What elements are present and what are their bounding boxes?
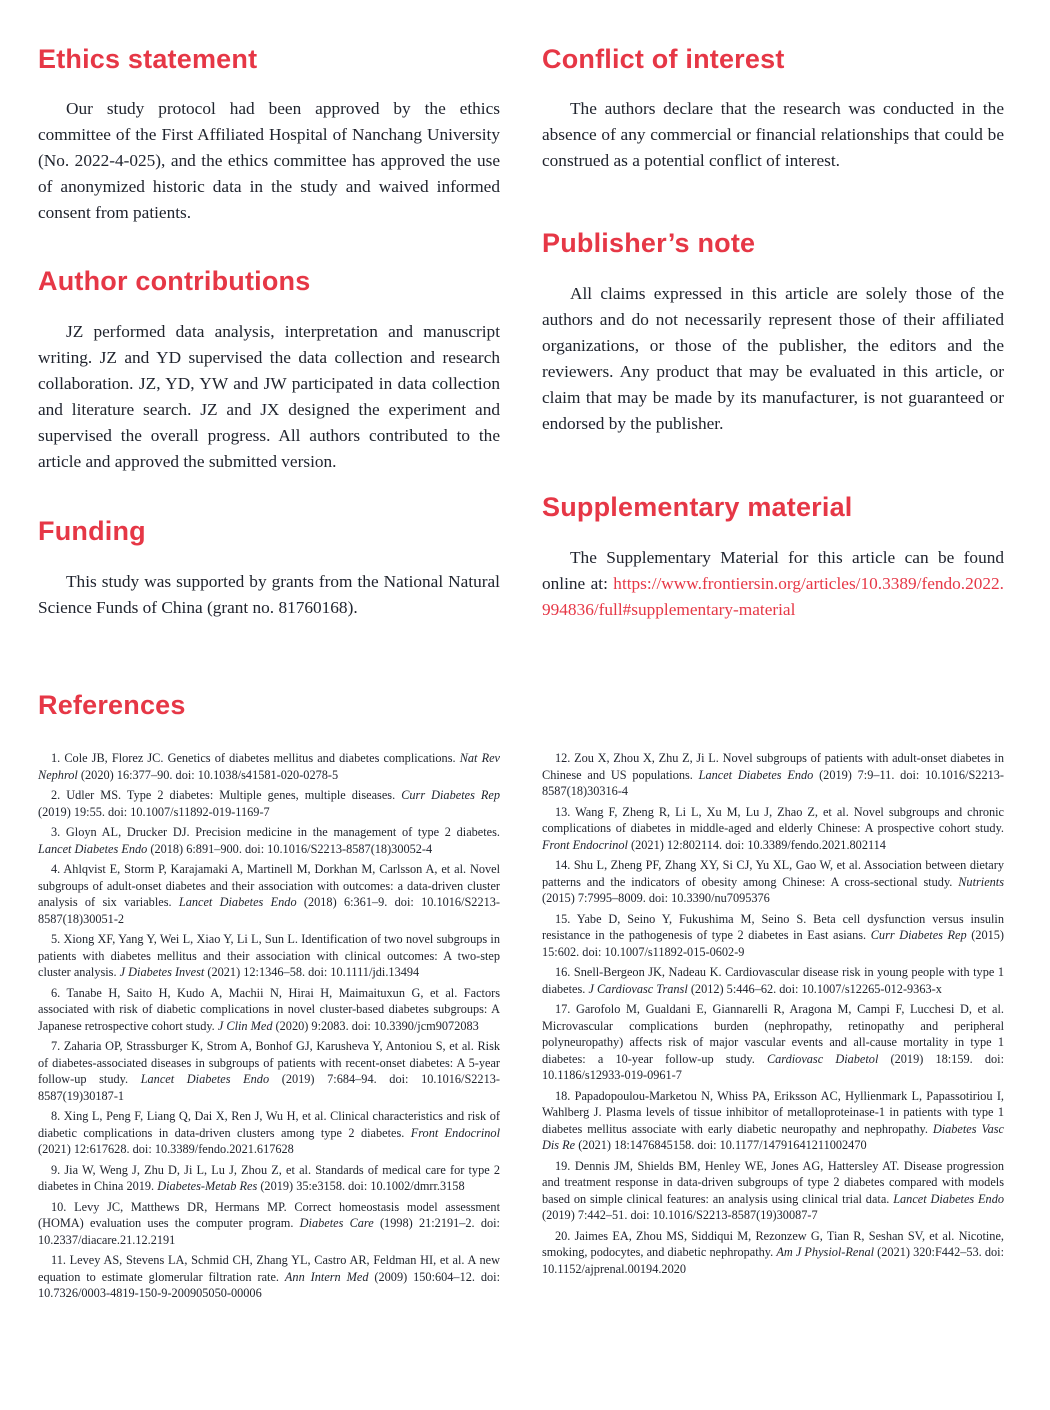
reference-text: (2009) 150:604–12. doi: 10.7326/0003-4819-150-9-200905050-00006 (38, 1269, 500, 1300)
reference-item-10 (38, 1199, 500, 1249)
reference-item-16 (542, 964, 1004, 997)
supplementary-material-paragraph (542, 545, 1004, 623)
reference-text: 9. Jia W, Weng J, Zhu D, Ji L, Lu J, Zhou Z, et al. Standards of medical care for type 2 diabetes in China 2019. (38, 1162, 500, 1193)
reference-text: (2018) 6:891–900. doi: 10.1016/S2213-8587(18)30052-4 (147, 841, 433, 856)
reference-text: (1998) 21:2191–2. doi: 10.2337/diacare.21.12.2191 (38, 1216, 500, 1247)
supplementary-material-heading: Supplementary material (542, 492, 853, 522)
funding-heading: Funding (38, 516, 146, 546)
reference-item-18 (542, 1088, 1004, 1154)
reference-text: 10. Levy JC, Matthews DR, Hermans MP. Correct homeostasis model assessment (HOMA) evaluation uses the computer program. (38, 1199, 500, 1230)
reference-item-13 (542, 804, 1004, 854)
reference-journal: Ann Intern Med (284, 1269, 369, 1284)
reference-text: 16. Snell-Bergeon JK, Nadeau K. Cardiovascular disease risk in young people with type 1 diabetes. (542, 965, 1004, 996)
reference-text: 2. Udler MS. Type 2 diabetes: Multiple genes, multiple diseases. (51, 788, 402, 802)
reference-text: 19. Dennis JM, Shields BM, Henley WE, Jones AG, Hattersley AT. Disease progression and treatment response in data-driven subgroups of type 2 diabetes compared with models based on simple clinical features: an analysis using clinical trial data. (542, 1158, 1004, 1206)
reference-text: (2020) 9:2083. doi: 10.3390/jcm9072083 (272, 1018, 479, 1033)
reference-journal: J Clin Med (217, 1018, 273, 1033)
reference-text: 8. Xing L, Peng F, Liang Q, Dai X, Ren J, Wu H, et al. Clinical characteristics and risk of diabetic complications in data-driven clusters among type 2 diabetes. (38, 1109, 500, 1140)
supplementary-material-intro: The Supplementary Material for this article can be found online at: (542, 548, 1004, 593)
references-heading: References (38, 690, 186, 720)
reference-text: 1. Cole JB, Florez JC. Genetics of diabetes mellitus and diabetes complications. (51, 751, 460, 765)
reference-journal: Nat Rev Nephrol (38, 751, 500, 782)
reference-text: (2021) 18:1476845158. doi: 10.1177/14791641211002470 (575, 1138, 867, 1152)
reference-journal: J Diabetes Invest (119, 965, 205, 979)
reference-text: 13. Wang F, Zheng R, Li L, Xu M, Lu J, Zhao Z, et al. Novel subgroups and chronic complications of diabetes in middle-aged and elderly Chinese: A prospective cohort study. (542, 804, 1004, 835)
reference-text: 4. Ahlqvist E, Storm P, Karajamaki A, Martinell M, Dorkhan M, Carlsson A, et al. Novel subgroups of adult-onset diabetes and their association with outcomes: a data-driven cluster analysis of six variables. (38, 862, 500, 909)
reference-text: 11. Levey AS, Stevens LA, Schmid CH, Zhang YL, Castro AR, Feldman HI, et al. A new equation to estimate glomerular filtration rate. (38, 1253, 500, 1284)
reference-text: 7. Zaharia OP, Strassburger K, Strom A, Bonhof GJ, Karusheva Y, Antoniou S, et al. Risk of diabetes-associated diseases in subgroups of patients with recent-onset diabetes: A 5-year follow-up study. (38, 1039, 500, 1086)
reference-journal: Lancet Diabetes Endo (140, 1072, 270, 1086)
reference-text: 5. Xiong XF, Yang Y, Wei L, Xiao Y, Li L, Sun L. Identification of two novel subgroups in patients with diabetes mellitus and their association with clinical outcomes: A two-step cluster analysis. (38, 932, 500, 979)
reference-text: (2020) 16:377–90. doi: 10.1038/s41581-020-0278-5 (77, 767, 339, 782)
reference-text: 18. Papadopoulou-Marketou N, Whiss PA, Eriksson AC, Hyllienmark L, Papassotiriou I, Wahlberg J. Plasma levels of tissue inhibitor of metalloproteinase-1 in patients with type 1 diabetes mellitus associate with early diabetic neuropathy and nephropathy. (542, 1088, 1004, 1136)
reference-item-4 (38, 861, 500, 927)
reference-text: (2019) 7:684–94. doi: 10.1016/S2213-8587(19)30187-1 (38, 1072, 500, 1103)
reference-text: 3. Gloyn AL, Drucker DJ. Precision medicine in the management of type 2 diabetes. (51, 825, 500, 839)
reference-journal: J Cardiovasc Transl (588, 981, 688, 996)
reference-text: 15. Yabe D, Seino Y, Fukushima M, Seino S. Beta cell dysfunction versus insulin resistance in the pathogenesis of type 2 diabetes in East asians. (542, 911, 1004, 942)
ethics-statement-heading: Ethics statement (38, 44, 258, 74)
reference-journal: Diabetes Care (299, 1216, 374, 1230)
reference-journal: Curr Diabetes Rep (401, 788, 500, 802)
reference-text: (2019) 35:e3158. doi: 10.1002/dmrr.3158 (257, 1179, 465, 1193)
reference-text: 20. Jaimes EA, Zhou MS, Siddiqui M, Rezonzew G, Tian R, Seshan SV, et al. Nicotine, smoking, podocytes, and diabetic nephropathy. (542, 1228, 1004, 1259)
reference-journal: Curr Diabetes Rep (870, 928, 967, 942)
reference-journal: Diabetes-Metab Res (157, 1179, 258, 1193)
reference-item-1 (38, 750, 500, 783)
reference-item-2 (38, 787, 500, 820)
reference-text: 12. Zou X, Zhou X, Zhu Z, Ji L. Novel subgroups of patients with adult-onset diabetes in Chinese and US populations. (542, 751, 1004, 782)
reference-item-3 (38, 824, 500, 857)
reference-text: (2021) 12:1346–58. doi: 10.1111/jdi.13494 (204, 965, 420, 979)
reference-item-5 (38, 931, 500, 981)
reference-journal: Front Endocrinol (410, 1125, 500, 1140)
reference-item-7 (38, 1038, 500, 1104)
reference-journal: Lancet Diabetes Endo (698, 767, 814, 782)
reference-journal: Nutrients (958, 874, 1004, 889)
reference-journal: Diabetes Vasc Dis Re (542, 1121, 1005, 1152)
reference-journal: Lancet Diabetes Endo (893, 1191, 1004, 1206)
publishers-note-paragraph: All claims expressed in this article are solely those of the authors and do not necessarily represent those of their affiliated organizations, or those of the publisher, the editors and the reviewers. Any product that may be evaluated in this article, or claim that may be made by its manufacturer, is not guaranteed or endorsed by the publisher. (542, 284, 1004, 433)
funding-paragraph: This study was supported by grants from the National Natural Science Funds of China (grant no. 81760168). (38, 572, 500, 617)
reference-item-8 (38, 1108, 500, 1158)
supplementary-material-link[interactable]: https://www.frontiersin.org/articles/10.3389/fendo.2022.994836/full#supplementary-material (542, 574, 1004, 619)
reference-text: 17. Garofolo M, Gualdani E, Giannarelli R, Aragona M, Campi F, Lucchesi D, et al. Microvascular complications burden (nephropathy, retinopathy and peripheral polyneuropathy) affects risk of major vascular events and all-cause mortality in type 1 diabetes: a 10-year follow-up study. (542, 1002, 1004, 1066)
conflict-of-interest-paragraph: The authors declare that the research was conducted in the absence of any commercial or financial relationships that could be construed as a potential conflict of interest. (542, 99, 1004, 170)
author-contributions-paragraph: JZ performed data analysis, interpretation and manuscript writing. JZ and YD supervised the data collection and research collaboration. JZ, YD, YW and JW participated in data collection and literature search. JZ and JX designed the experiment and supervised the overall progress. All authors contributed to the article and approved the submitted version. (38, 322, 500, 471)
conflict-of-interest-heading: Conflict of interest (542, 44, 785, 74)
publishers-note-heading: Publisher’s note (542, 228, 756, 258)
author-contributions-heading: Author contributions (38, 266, 311, 296)
reference-item-6 (38, 985, 500, 1035)
reference-text: 6. Tanabe H, Saito H, Kudo A, Machii N, Hirai H, Maimaituxun G, et al. Factors associated with risk of diabetic complications in novel cluster-based diabetes subgroups: A Japanese retrospective cohort study. (38, 985, 500, 1033)
reference-text: (2019) 7:442–51. doi: 10.1016/S2213-8587(19)30087-7 (542, 1208, 818, 1222)
references-column-left (38, 750, 500, 1306)
ethics-statement-paragraph: Our study protocol had been approved by the ethics committee of the First Affiliated Hospital of Nanchang University (No. 2022-4-025), and the ethics committee has approved the use of anonymized historic data in the study and waived informed consent from patients. (38, 99, 500, 222)
reference-item-9 (38, 1162, 500, 1195)
reference-item-11 (38, 1252, 500, 1302)
reference-text: (2012) 5:446–62. doi: 10.1007/s12265-012-9363-x (687, 981, 942, 996)
reference-text: 14. Shu L, Zheng PF, Zhang XY, Si CJ, Yu XL, Gao W, et al. Association between dietary patterns and the indicators of obesity among Chinese: A cross-sectional study. (542, 858, 1004, 889)
reference-item-20 (542, 1228, 1004, 1278)
reference-item-12 (542, 750, 1004, 800)
reference-journal: Am J Physiol-Renal (776, 1245, 875, 1259)
reference-text: (2019) 19:55. doi: 10.1007/s11892-019-1169-7 (38, 804, 270, 819)
reference-text: (2018) 6:361–9. doi: 10.1016/S2213-8587(18)30051-2 (38, 895, 500, 926)
reference-text: (2021) 320:F442–53. doi: 10.1152/ajprenal.00194.2020 (542, 1245, 1004, 1276)
reference-item-17 (542, 1001, 1004, 1084)
reference-item-14 (542, 857, 1004, 907)
reference-text: (2015) 15:602. doi: 10.1007/s11892-015-0602-9 (542, 928, 1005, 959)
reference-text: (2015) 7:7995–8009. doi: 10.3390/nu7095376 (542, 891, 770, 905)
reference-journal: Lancet Diabetes Endo (38, 841, 148, 856)
reference-item-15 (542, 911, 1004, 961)
reference-text: (2021) 12:802114. doi: 10.3389/fendo.2021.802114 (627, 837, 886, 852)
reference-journal: Lancet Diabetes Endo (178, 895, 297, 909)
references-column-right (542, 750, 1004, 1281)
reference-journal: Front Endocrinol (542, 837, 628, 852)
reference-item-19 (542, 1158, 1004, 1224)
reference-text: (2021) 12:617628. doi: 10.3389/fendo.2021.617628 (38, 1142, 294, 1156)
reference-text: (2019) 18:159. doi: 10.1186/s12933-019-0961-7 (542, 1051, 1004, 1082)
reference-journal: Cardiovasc Diabetol (766, 1051, 879, 1066)
reference-text: (2019) 7:9–11. doi: 10.1016/S2213-8587(18)30316-4 (542, 767, 1004, 798)
